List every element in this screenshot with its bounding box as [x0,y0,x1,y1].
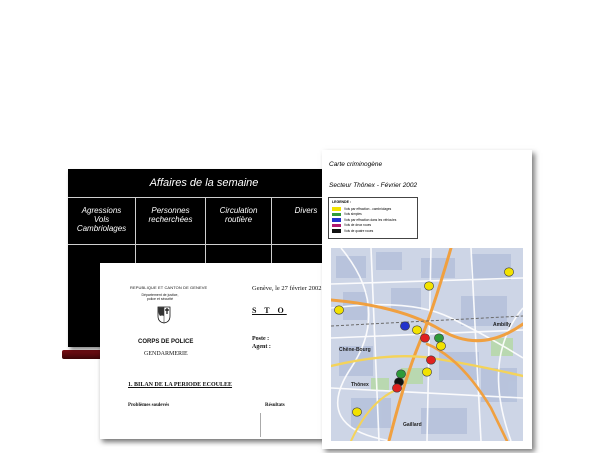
map-legend [328,197,418,239]
letter-problems-label: Problèmes soulevés [128,403,170,408]
letter-department: Département de justice, police et sécurité [141,293,179,301]
letter-date: Genève, le 27 février 2002 [252,285,322,292]
legend-label: Vols de quatre roues [344,228,374,233]
letter-agent-label: Agent : [252,344,271,350]
incident-marker [334,306,343,314]
letter-section-heading: 1. BILAN DE LA PERIODE ECOULEE [128,382,233,388]
legend-label: Vols simples [344,212,362,217]
police-letter-sheet [100,263,332,439]
incident-marker [504,268,513,276]
legend-swatch [332,218,341,222]
incident-marker [392,384,401,392]
column-line: Vols [93,215,110,224]
letter-corps: CORPS DE POLICE [138,339,194,345]
incident-marker [426,356,435,364]
letter-sto-heading: S T O [252,306,287,315]
legend-swatch [332,229,341,233]
place-label-thonex: Thônex [351,382,369,388]
column-line: Circulation [219,206,258,215]
legend-swatch [332,213,341,217]
column-line: Agressions [81,206,122,215]
legend-item [332,228,414,234]
street-map-graphic [331,248,523,441]
column-line: recherchées [148,215,193,224]
column-line: Divers [294,206,318,215]
place-label-ambilly: Ambilly [493,322,512,328]
incident-marker [396,370,405,378]
legend-label: Vols par effraction - cambriolages [344,206,392,211]
column-line: routière [224,215,253,224]
incident-marker [412,326,421,334]
place-label-gaillard: Gaillard [403,422,422,428]
incident-marker [420,334,429,342]
letter-republic: REPUBLIQUE ET CANTON DE GENEVE [130,285,208,290]
legend-label: Vols par effraction dans les véhicules [344,217,397,222]
incident-marker [400,322,409,330]
letter-results-label: Résultats [265,403,285,408]
crime-map-sheet [322,150,532,449]
street-map [331,248,523,441]
incident-marker [436,342,445,350]
legend-title: LEGENDE : [332,200,352,204]
map-sector: Secteur Thônex - Février 2002 [329,182,418,189]
incident-marker [422,368,431,376]
place-label-chene: Chêne-Bourg [339,347,371,353]
incident-marker [424,282,433,290]
legend-label: Vols de deux roues [344,223,372,228]
incident-marker [352,408,361,416]
map-title: Carte criminogène [329,161,383,168]
letter-column-divider [260,413,261,437]
column-line: Personnes [151,206,190,215]
letter-poste-label: Poste : [252,336,270,342]
affaires-title: Affaires de la semaine [68,169,340,198]
letter-gendarmerie: GENDARMERIE [144,351,188,357]
column-line: Cambriolages [76,224,127,233]
geneva-crest-icon [157,306,171,324]
legend-swatch [332,207,341,211]
incident-marker [434,334,443,342]
legend-swatch [332,224,341,228]
